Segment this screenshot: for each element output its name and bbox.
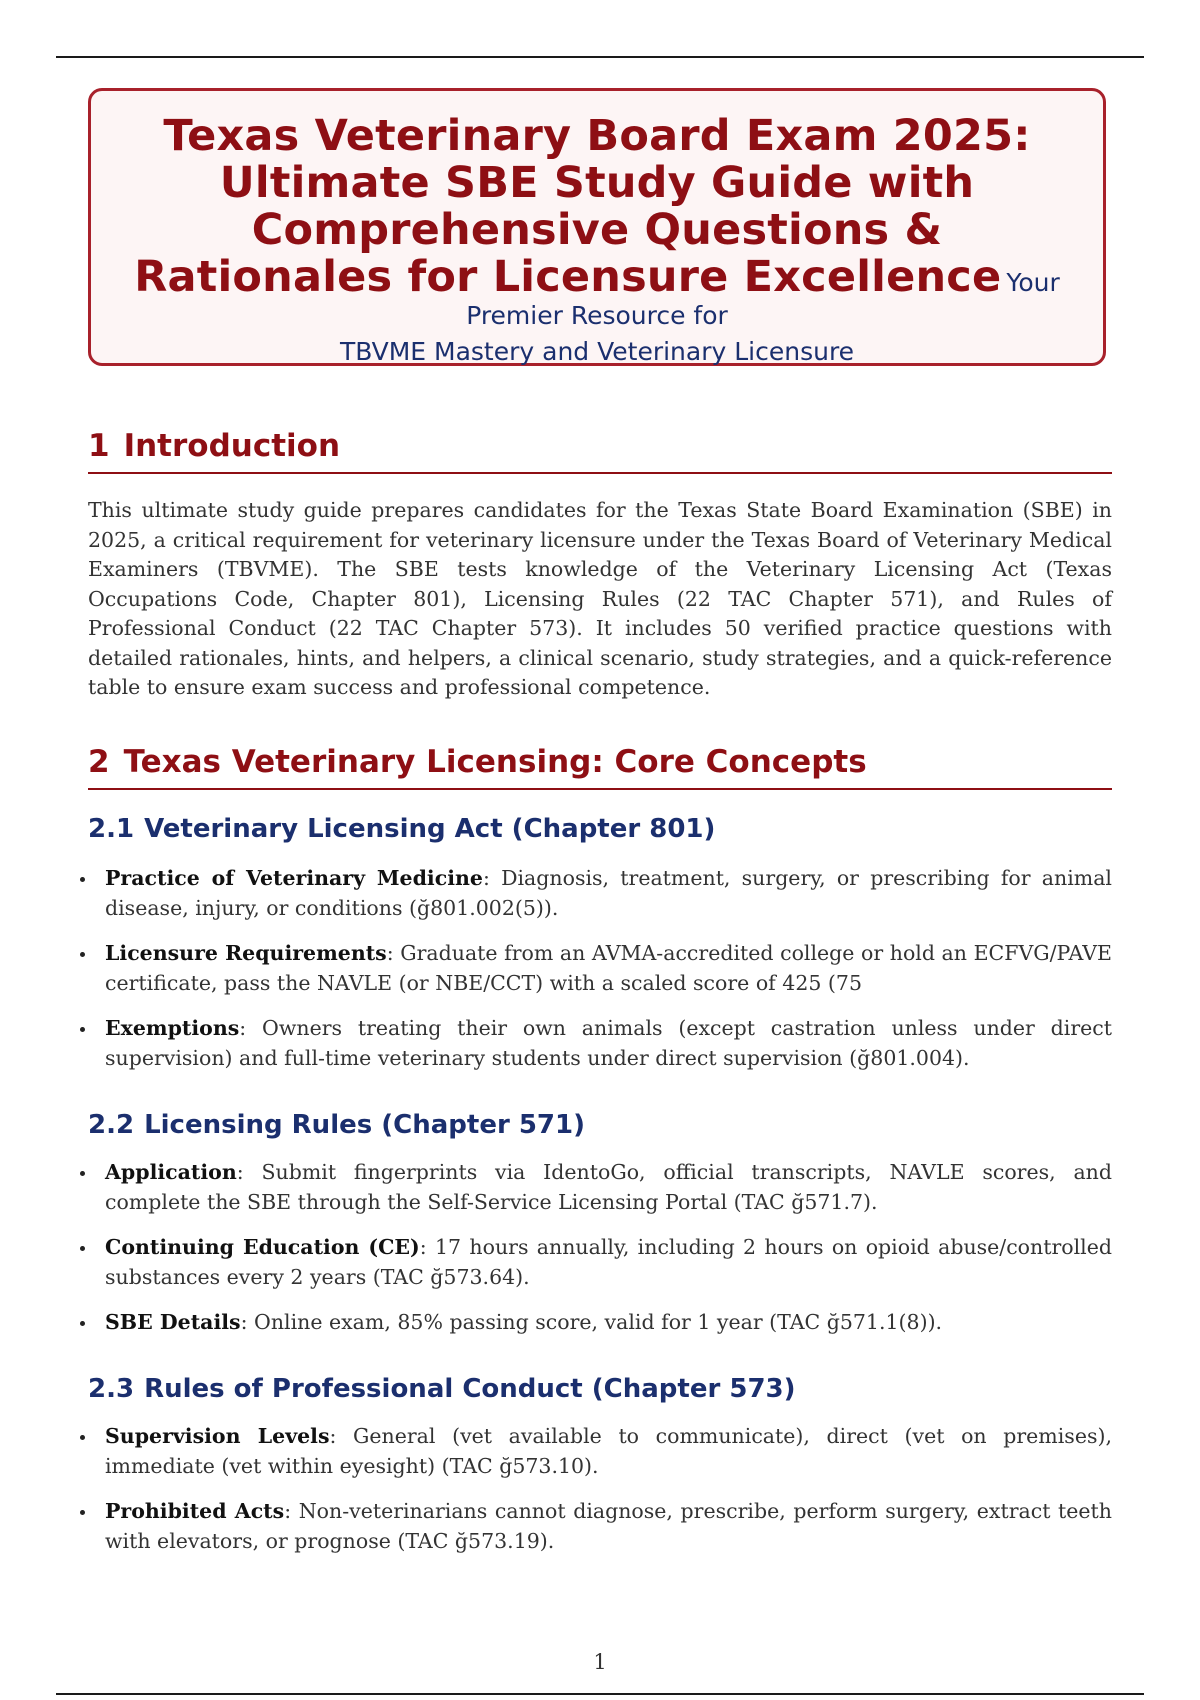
item-term: Supervision Levels	[105, 1424, 330, 1448]
item-text: : Diagnosis, treatment, surgery, or prescribing for animal disease, injury, or conditions (ğ801.002(5)).	[105, 866, 1112, 920]
subsection-heading-professional-conduct	[88, 1374, 1112, 1404]
section-heading-core-concepts	[88, 744, 1112, 790]
list-item	[88, 864, 1112, 923]
item-term: SBE Details	[105, 1310, 241, 1334]
list-item	[88, 1014, 1112, 1073]
bottom-rule	[56, 1693, 1144, 1695]
section-title: Texas Veterinary Licensing: Core Concepts	[123, 744, 867, 780]
item-text: : Online exam, 85% passing score, valid for 1 year (TAC ğ571.1(8)).	[240, 1310, 943, 1334]
subsection-heading-licensing-act	[88, 814, 1112, 844]
subsection-title: Veterinary Licensing Act (Chapter 801)	[144, 814, 716, 844]
item-text: : Owners treating their own animals (except castration unless under direct supervision) and full-time veterinary students under direct supervision (ğ801.004).	[105, 1016, 1112, 1070]
section-number: 2	[88, 744, 110, 780]
page-number: 1	[593, 1650, 607, 1674]
licensing-act-list	[88, 864, 1112, 1089]
item-text: : Non-veterinarians cannot diagnose, prescribe, perform surgery, extract teeth with elevators, or prognose (TAC ğ573.19).	[105, 1499, 1112, 1553]
title-box	[88, 88, 1106, 366]
list-item	[88, 1422, 1112, 1481]
document-title: Texas Veterinary Board Exam 2025: Ultimate SBE Study Guide with Comprehensive Questions & Rationales for Licensure Excellence	[134, 111, 1031, 302]
subsection-number: 2.1	[88, 814, 135, 844]
licensing-rules-list	[88, 1158, 1112, 1354]
item-term: Exemptions	[105, 1016, 240, 1040]
item-text: : Submit fingerprints via IdentoGo, official transcripts, NAVLE scores, and complete the SBE through the Self-Service Licensing Portal (TAC ğ571.7).	[105, 1160, 1112, 1214]
subsection-title: Rules of Professional Conduct (Chapter 573)	[144, 1374, 796, 1404]
list-item	[88, 939, 1112, 998]
subsection-heading-licensing-rules	[88, 1110, 1112, 1140]
section-number: 1	[88, 428, 110, 464]
title-subtitle-part2: TBVME Mastery and Veterinary Licensure	[339, 337, 855, 366]
item-text: : Graduate from an AVMA-accredited college or hold an ECFVG/PAVE certificate, pass the NAVLE (or NBE/CCT) with a scaled score of 425 (75	[105, 941, 1112, 995]
subsection-title: Licensing Rules (Chapter 571)	[144, 1110, 585, 1140]
item-text: : 17 hours annually, including 2 hours on opioid abuse/controlled substances every 2 years (TAC ğ573.64).	[105, 1235, 1112, 1289]
subsection-number: 2.3	[88, 1374, 135, 1404]
item-term: Prohibited Acts	[105, 1499, 285, 1523]
list-item	[88, 1308, 1112, 1338]
section-title: Introduction	[123, 428, 341, 464]
item-term: Continuing Education (CE)	[105, 1235, 420, 1259]
top-rule	[56, 56, 1144, 58]
list-item	[88, 1158, 1112, 1217]
item-text: : General (vet available to communicate), direct (vet on premises), immediate (vet within eyesight) (TAC ğ573.10).	[105, 1424, 1112, 1478]
subsection-number: 2.2	[88, 1110, 135, 1140]
item-term: Practice of Veterinary Medicine	[105, 866, 483, 890]
item-term: Licensure Requirements	[105, 941, 387, 965]
professional-conduct-list	[88, 1422, 1112, 1572]
item-term: Application	[105, 1160, 237, 1184]
section-heading-introduction	[88, 428, 1112, 474]
list-item	[88, 1233, 1112, 1292]
list-item	[88, 1497, 1112, 1556]
introduction-paragraph: This ultimate study guide prepares candidates for the Texas State Board Examination (SBE) in 2025, a critical requirement for veterinary licensure under the Texas Board of Veterinary Medical Examiners (TBVME). The SBE tests knowledge of the Veterinary Licensing Act (Texas Occupations Code, Chapter 801), Licensing Rules (22 TAC Chapter 571), and Rules of Professional Conduct (22 TAC Chapter 573). It includes 50 verified practice questions with detailed rationales, hints, and helpers, a clinical scenario, study strategies, and a quick-reference table to ensure exam success and professional competence.	[88, 498, 1112, 699]
title-subtitle-part1: Your Premier Resource for	[466, 268, 1060, 330]
